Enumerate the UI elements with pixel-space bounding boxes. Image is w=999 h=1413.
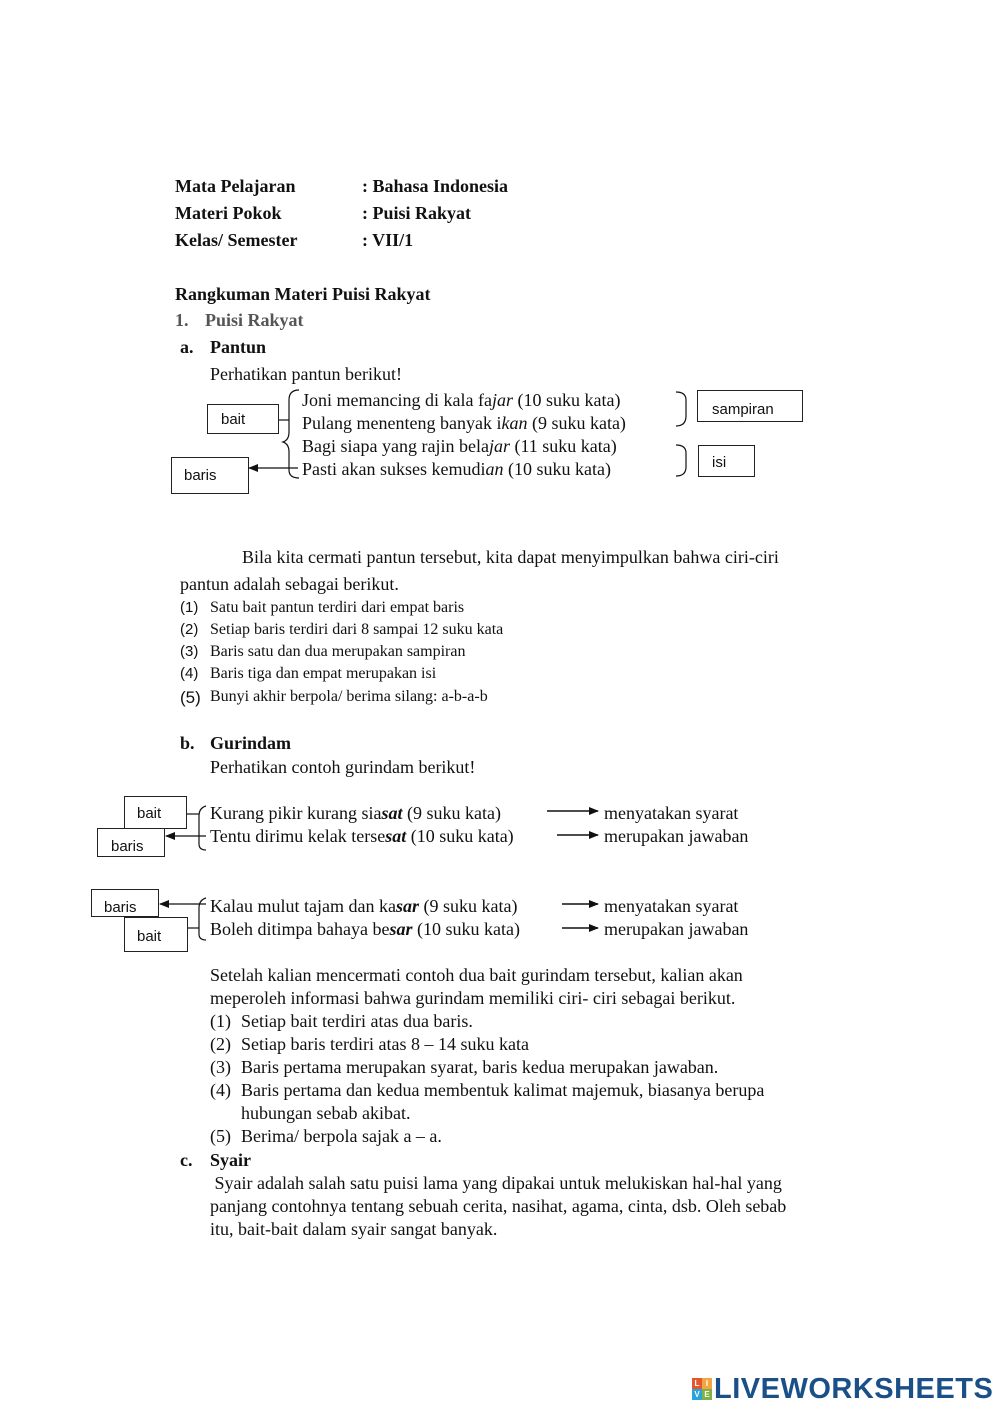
gurindam-trait-number: (2) [210,1034,231,1054]
syair-title: Syair [210,1150,252,1170]
pantun-intro: Perhatikan pantun berikut! [210,364,402,384]
pantun-isi-bracket [676,445,686,476]
gurindam-meaning: merupakan jawaban [604,919,749,939]
label-baris-gurindam-2: baris [91,889,159,917]
gurindam-line: Kalau mulut tajam dan kasar (9 suku kata) [210,896,518,916]
pantun-trait-number: (5) [180,688,201,707]
pantun-trait-text: Satu bait pantun terdiri dari empat baris [210,599,465,616]
label-sampiran: sampiran [697,390,803,422]
pantun-trait-text: Baris tiga dan empat merupakan isi [210,665,437,682]
header-value-topic: : Puisi Rakyat [362,203,472,223]
gurindam-line: Boleh ditimpa bahaya besar (10 suku kata) [210,919,520,939]
liveworksheets-logo [692,1374,993,1404]
gurindam-1-brace [199,806,206,850]
gurindam-trait-text: Setiap baris terdiri atas 8 – 14 suku kata [241,1034,529,1054]
label-isi: isi [698,445,755,477]
pantun-trait-text: Baris satu dan dua merupakan sampiran [210,643,466,660]
gurindam-intro: Perhatikan contoh gurindam berikut! [210,757,476,777]
pantun-trait-text: Setiap baris terdiri dari 8 sampai 12 suku kata [210,621,504,638]
gurindam-paragraph-line-2: meperoleh informasi bahwa gurindam memiliki ciri- ciri sebagai berikut. [210,988,736,1008]
liveworksheets-text: LIVEWORKSHEETS [714,1372,994,1405]
section-title: Puisi Rakyat [205,310,304,330]
pantun-trait-text: Bunyi akhir berpola/ berima silang: a-b-a-b [210,688,488,705]
summary-title: Rangkuman Materi Puisi Rakyat [175,284,431,304]
gurindam-letter: b. [180,733,195,753]
gurindam-title: Gurindam [210,733,292,753]
gurindam-trait-text: Berima/ berpola sajak a – a. [241,1126,442,1146]
gurindam-trait-number: (4) [210,1080,231,1100]
syair-text-line: Syair adalah salah satu puisi lama yang dipakai untuk melukiskan hal-hal yang [210,1173,782,1193]
syair-letter: c. [180,1150,193,1170]
pantun-sampiran-bracket [676,392,686,426]
liveworksheets-mark-icon: L I V E [692,1378,712,1400]
gurindam-meaning: merupakan jawaban [604,826,749,846]
pantun-paragraph-line-1: Bila kita cermati pantun tersebut, kita dapat menyimpulkan bahwa ciri-ciri [242,547,779,567]
gurindam-trait-text: Baris pertama merupakan syarat, baris kedua merupakan jawaban. [241,1057,719,1077]
gurindam-meaning: menyatakan syarat [604,803,739,823]
syair-text-line: itu, bait-bait dalam syair sangat banyak. [210,1219,498,1239]
pantun-line-2: Pulang menenteng banyak ikan (9 suku kata) [302,413,626,433]
pantun-title: Pantun [210,337,267,357]
label-bait-gurindam-1: bait [124,796,187,829]
gurindam-paragraph-line-1: Setelah kalian mencermati contoh dua bait gurindam tersebut, kalian akan [210,965,743,985]
pantun-trait-number: (3) [180,643,199,660]
label-baris-gurindam-1: baris [97,828,165,857]
label-baris-pantun: baris [171,457,249,494]
pantun-paragraph-line-2: pantun adalah sebagai berikut. [180,574,399,594]
gurindam-trait-text: Baris pertama dan kedua membentuk kalimat majemuk, biasanya berupa [241,1080,765,1100]
pantun-line-4: Pasti akan sukses kemudian (10 suku kata) [302,459,611,479]
pantun-trait-number: (2) [180,621,199,638]
pantun-letter: a. [180,337,194,357]
gurindam-trait-number: (5) [210,1126,231,1146]
header-label-topic: Materi Pokok [175,203,282,223]
header-label-subject: Mata Pelajaran [175,176,296,196]
section-number: 1. [175,310,189,330]
pantun-trait-number: (4) [180,665,199,682]
gurindam-trait-number: (1) [210,1011,231,1031]
label-bait-pantun: bait [207,404,279,434]
pantun-line-1: Joni memancing di kala fajar (10 suku kata) [302,390,621,410]
gurindam-trait-text: hubungan sebab akibat. [241,1103,411,1123]
gurindam-line: Kurang pikir kurang siasat (9 suku kata) [210,803,501,823]
pantun-line-3: Bagi siapa yang rajin belajar (11 suku kata) [302,436,617,456]
pantun-trait-number: (1) [180,599,199,616]
gurindam-meaning: menyatakan syarat [604,896,739,916]
header-value-subject: : Bahasa Indonesia [362,176,509,196]
syair-text-line: panjang contohnya tentang sebuah cerita, nasihat, agama, cinta, dsb. Oleh sebab [210,1196,787,1216]
gurindam-trait-number: (3) [210,1057,231,1077]
pantun-left-brace [283,390,299,478]
label-bait-gurindam-2: bait [124,917,188,952]
header-label-class: Kelas/ Semester [175,230,298,250]
header-value-class: : VII/1 [362,230,414,250]
gurindam-trait-text: Setiap bait terdiri atas dua baris. [241,1011,473,1031]
gurindam-line: Tentu dirimu kelak tersesat (10 suku kata) [210,826,514,846]
